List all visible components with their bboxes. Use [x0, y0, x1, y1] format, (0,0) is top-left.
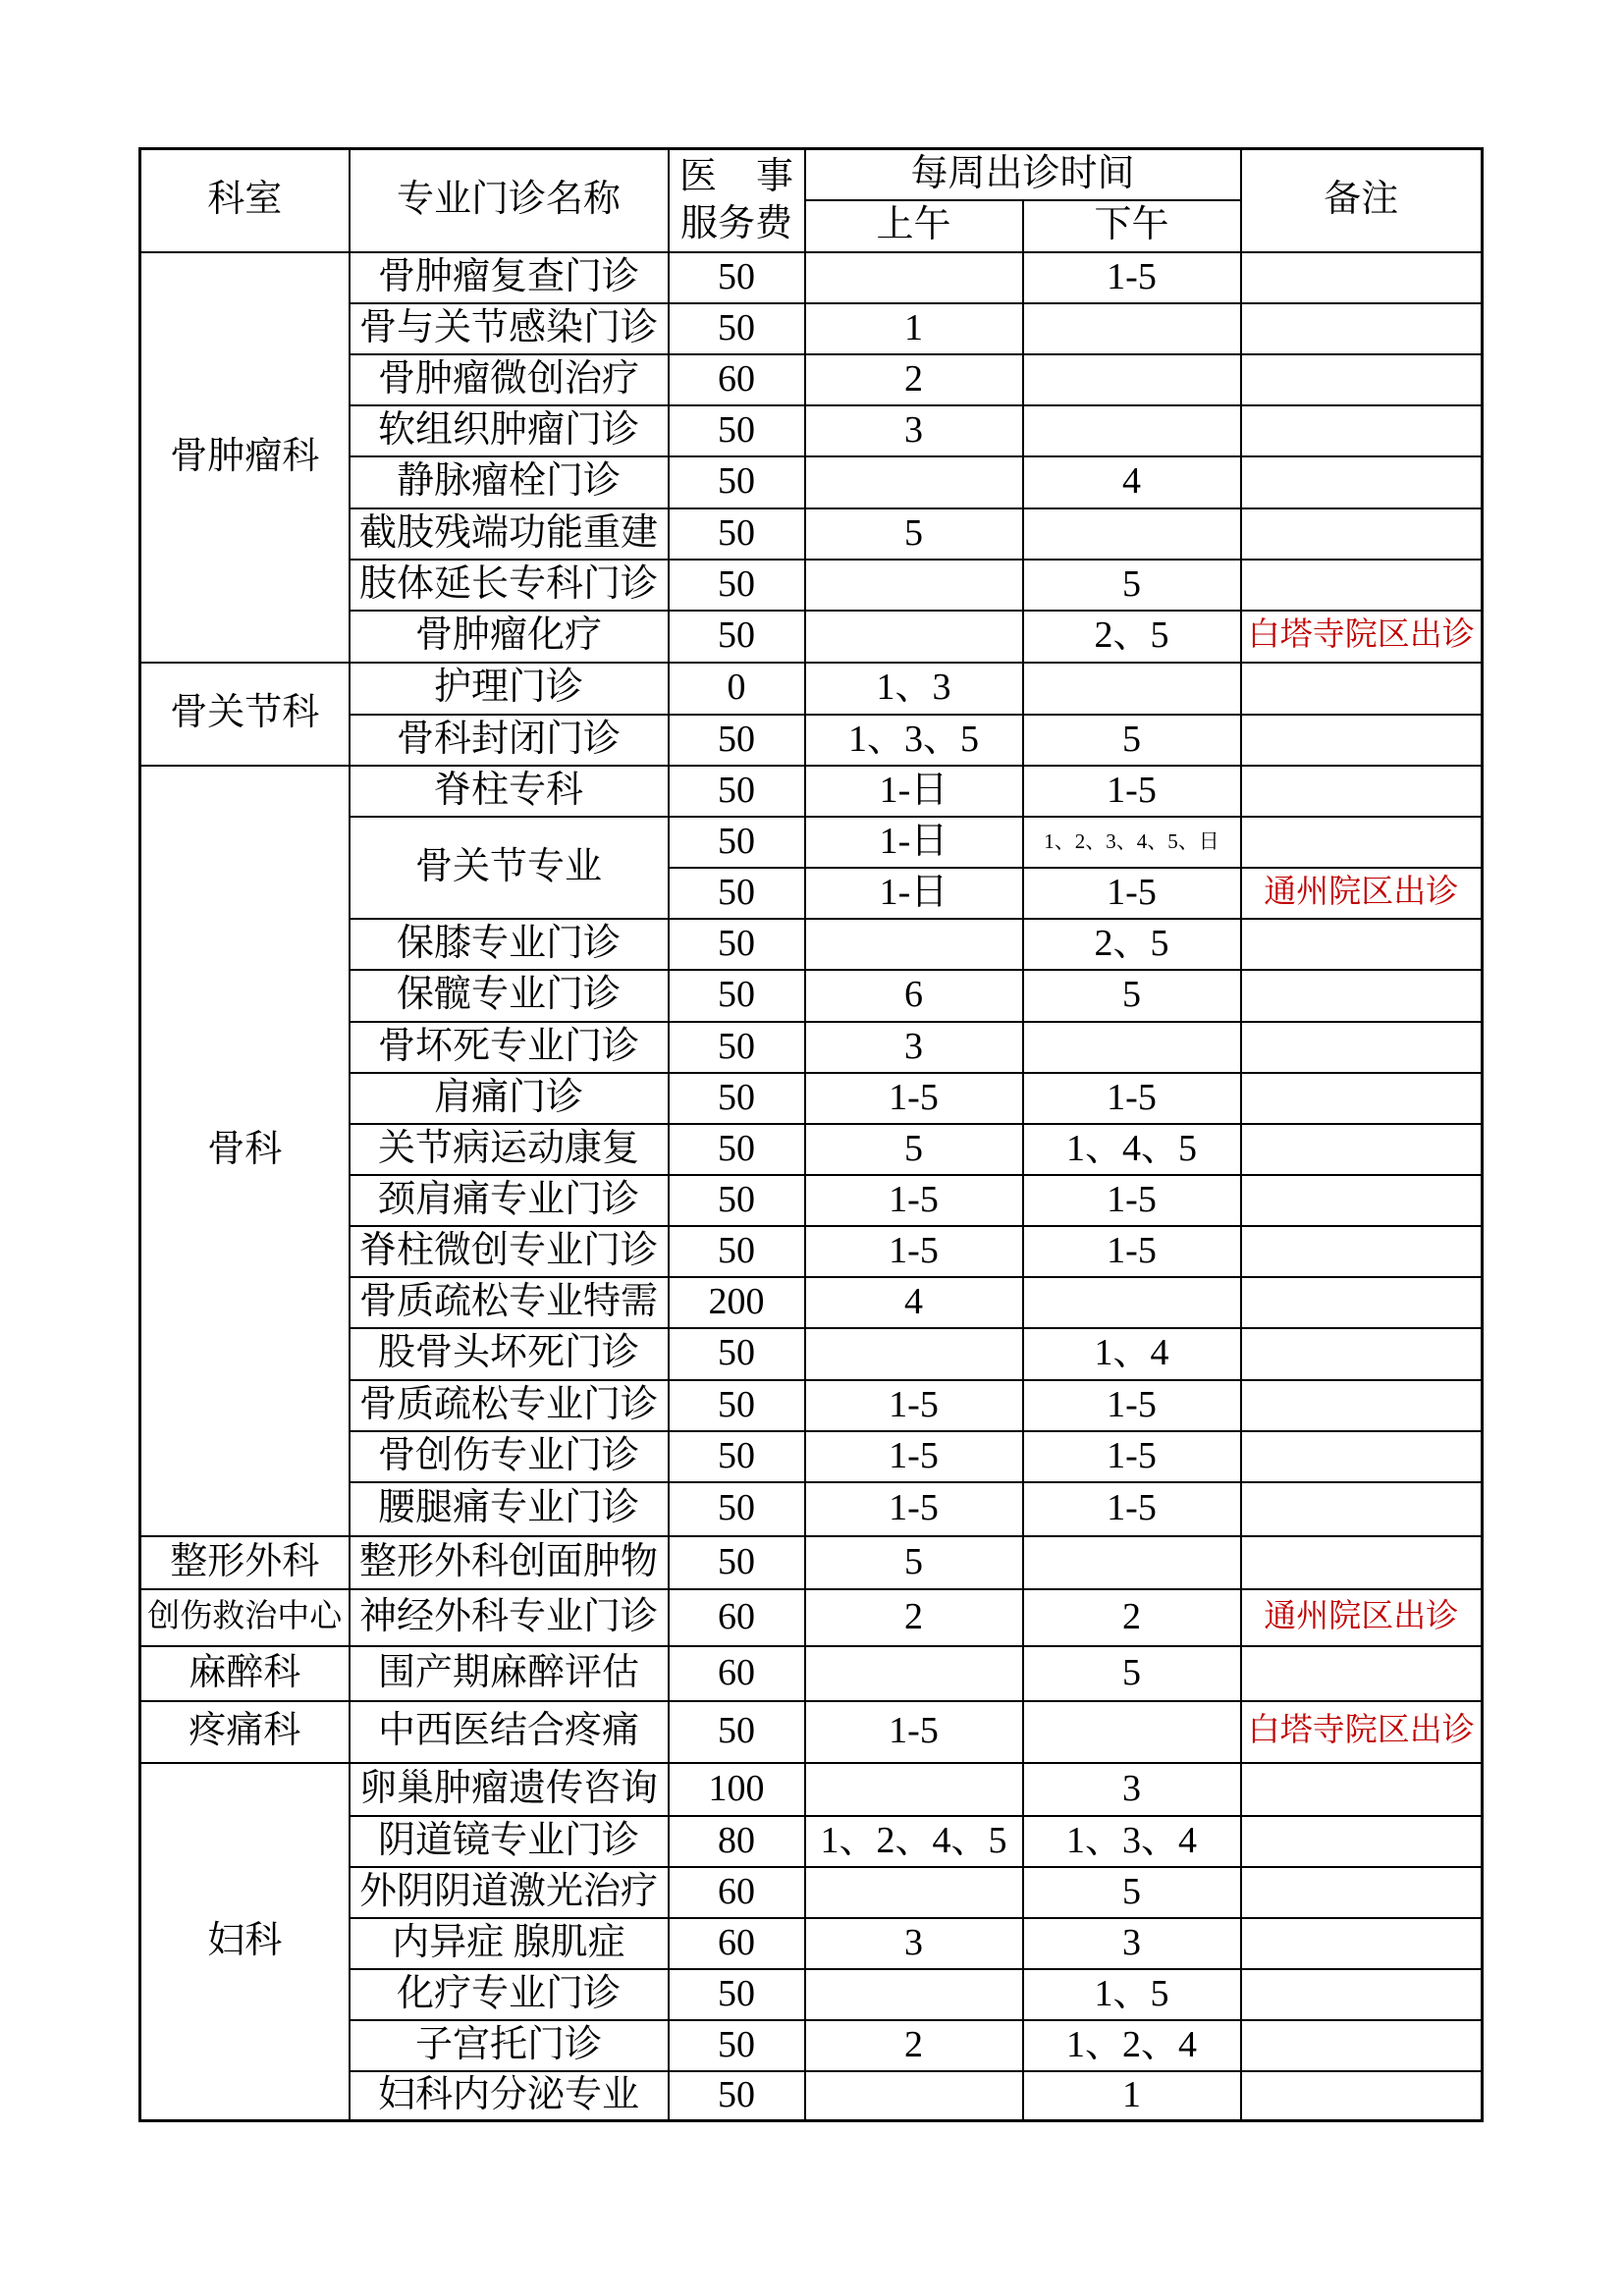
afternoon-schedule: 1、2、4: [1023, 2020, 1241, 2071]
clinic-name: 内异症 腺肌症: [350, 1918, 669, 1969]
remarks-cell: [1241, 1536, 1483, 1589]
afternoon-schedule: 1-5: [1023, 1482, 1241, 1536]
remarks-cell: [1241, 1763, 1483, 1816]
clinic-name: 骨肿瘤微创治疗: [350, 354, 669, 405]
fee-cell: 50: [669, 1701, 805, 1763]
remarks-cell: 通州院区出诊: [1241, 1589, 1483, 1646]
clinic-name: 骨关节专业: [350, 817, 669, 919]
afternoon-schedule: 1-5: [1023, 1226, 1241, 1277]
morning-schedule: 1、3、5: [805, 715, 1023, 766]
morning-schedule: 1、2、4、5: [805, 1816, 1023, 1867]
remarks-cell: [1241, 766, 1483, 817]
clinic-name: 神经外科专业门诊: [350, 1589, 669, 1646]
morning-header: 上午: [805, 200, 1023, 252]
fee-cell: 50: [669, 1431, 805, 1482]
morning-schedule: [805, 252, 1023, 303]
fee-cell: 50: [669, 1022, 805, 1073]
fee-cell: 50: [669, 1175, 805, 1226]
afternoon-schedule: [1023, 1701, 1241, 1763]
table-row: [140, 252, 1483, 303]
remarks-cell: [1241, 1969, 1483, 2020]
fee-cell: 50: [669, 303, 805, 354]
clinic-name: 中西医结合疼痛: [350, 1701, 669, 1763]
afternoon-schedule: 1-5: [1023, 868, 1241, 919]
remarks-cell: [1241, 970, 1483, 1022]
department-name: 整形外科: [140, 1536, 350, 1589]
fee-cell: 50: [669, 1380, 805, 1431]
morning-schedule: [805, 1867, 1023, 1918]
department-name: 麻醉科: [140, 1646, 350, 1701]
department-name: 骨科: [140, 766, 350, 1536]
afternoon-schedule: 1-5: [1023, 766, 1241, 817]
morning-schedule: 1-5: [805, 1073, 1023, 1124]
morning-schedule: 1-5: [805, 1701, 1023, 1763]
fee-cell: 200: [669, 1277, 805, 1328]
fee-cell: 50: [669, 611, 805, 663]
fee-cell: 50: [669, 2020, 805, 2071]
morning-schedule: [805, 1763, 1023, 1816]
afternoon-schedule: 1: [1023, 2071, 1241, 2121]
afternoon-schedule: 5: [1023, 1867, 1241, 1918]
remarks-header: 备注: [1241, 149, 1483, 252]
afternoon-schedule: 5: [1023, 560, 1241, 611]
fee-header-line1: [679, 153, 793, 200]
morning-schedule: [805, 919, 1023, 970]
morning-schedule: 5: [805, 1124, 1023, 1175]
morning-schedule: 1、3: [805, 663, 1023, 715]
morning-schedule: [805, 2071, 1023, 2121]
morning-schedule: 6: [805, 970, 1023, 1022]
morning-schedule: [805, 1969, 1023, 2020]
morning-schedule: 3: [805, 405, 1023, 456]
morning-schedule: 5: [805, 1536, 1023, 1589]
remarks-cell: [1241, 1226, 1483, 1277]
afternoon-schedule: [1023, 303, 1241, 354]
morning-schedule: [805, 560, 1023, 611]
remarks-cell: 白塔寺院区出诊: [1241, 611, 1483, 663]
clinic-name: 骨坏死专业门诊: [350, 1022, 669, 1073]
clinic-name: 化疗专业门诊: [350, 1969, 669, 2020]
table-row: [140, 1763, 1483, 1816]
afternoon-schedule: 1-5: [1023, 1431, 1241, 1482]
fee-cell: 50: [669, 456, 805, 508]
remarks-cell: [1241, 2020, 1483, 2071]
afternoon-schedule: 5: [1023, 970, 1241, 1022]
clinic-name: 颈肩痛专业门诊: [350, 1175, 669, 1226]
morning-schedule: 1-日: [805, 868, 1023, 919]
morning-schedule: 2: [805, 354, 1023, 405]
remarks-cell: [1241, 1124, 1483, 1175]
department-name: 妇科: [140, 1763, 350, 2121]
remarks-cell: [1241, 1918, 1483, 1969]
morning-schedule: [805, 1328, 1023, 1380]
fee-cell: 50: [669, 970, 805, 1022]
afternoon-schedule: [1023, 405, 1241, 456]
department-name: 疼痛科: [140, 1701, 350, 1763]
fee-cell: 60: [669, 1646, 805, 1701]
fee-cell: 50: [669, 560, 805, 611]
afternoon-schedule: 1-5: [1023, 1380, 1241, 1431]
department-header: 科室: [140, 149, 350, 252]
fee-cell: 50: [669, 1073, 805, 1124]
fee-header-line2: 服务费: [679, 203, 792, 245]
fee-cell: 50: [669, 868, 805, 919]
remarks-cell: [1241, 1328, 1483, 1380]
afternoon-schedule: [1023, 354, 1241, 405]
fee-cell: 50: [669, 715, 805, 766]
clinic-schedule-table: [138, 147, 1484, 2122]
table-row: [140, 663, 1483, 715]
remarks-cell: [1241, 1482, 1483, 1536]
fee-cell: 50: [669, 817, 805, 868]
remarks-cell: [1241, 303, 1483, 354]
remarks-cell: [1241, 1022, 1483, 1073]
remarks-cell: [1241, 1175, 1483, 1226]
clinic-name-header: 专业门诊名称: [350, 149, 669, 252]
clinic-name: 整形外科创面肿物: [350, 1536, 669, 1589]
clinic-name: 骨科封闭门诊: [350, 715, 669, 766]
remarks-cell: [1241, 1646, 1483, 1701]
morning-schedule: 2: [805, 1589, 1023, 1646]
clinic-name: 骨创伤专业门诊: [350, 1431, 669, 1482]
remarks-cell: 白塔寺院区出诊: [1241, 1701, 1483, 1763]
afternoon-schedule: [1023, 663, 1241, 715]
morning-schedule: [805, 1646, 1023, 1701]
afternoon-schedule: 1、4: [1023, 1328, 1241, 1380]
fee-cell: 50: [669, 1536, 805, 1589]
morning-schedule: 1-5: [805, 1482, 1023, 1536]
remarks-cell: [1241, 1867, 1483, 1918]
table-header: [140, 149, 1483, 252]
clinic-name: 保膝专业门诊: [350, 919, 669, 970]
clinic-name: 关节病运动康复: [350, 1124, 669, 1175]
morning-schedule: 1-5: [805, 1380, 1023, 1431]
afternoon-schedule: 1、4、5: [1023, 1124, 1241, 1175]
fee-cell: 50: [669, 1482, 805, 1536]
afternoon-schedule: [1023, 1022, 1241, 1073]
remarks-cell: [1241, 715, 1483, 766]
morning-schedule: 1-5: [805, 1175, 1023, 1226]
weekly-schedule-header: 每周出诊时间: [805, 149, 1241, 200]
afternoon-schedule: 1、2、3、4、5、日: [1023, 817, 1241, 868]
remarks-cell: [1241, 1431, 1483, 1482]
fee-cell: 60: [669, 1918, 805, 1969]
fee-cell: 60: [669, 1589, 805, 1646]
department-name: 骨肿瘤科: [140, 252, 350, 663]
remarks-cell: [1241, 2071, 1483, 2121]
morning-schedule: [805, 456, 1023, 508]
morning-schedule: 1-日: [805, 766, 1023, 817]
clinic-name: 妇科内分泌专业: [350, 2071, 669, 2121]
table-row: [140, 766, 1483, 817]
table-body: [140, 252, 1483, 2121]
clinic-name: 静脉瘤栓门诊: [350, 456, 669, 508]
fee-cell: 50: [669, 1328, 805, 1380]
fee-cell: 0: [669, 663, 805, 715]
afternoon-schedule: 5: [1023, 715, 1241, 766]
morning-schedule: 1: [805, 303, 1023, 354]
fee-cell: 50: [669, 919, 805, 970]
clinic-name: 肩痛门诊: [350, 1073, 669, 1124]
afternoon-header: 下午: [1023, 200, 1241, 252]
afternoon-schedule: [1023, 1277, 1241, 1328]
department-name: 创伤救治中心: [140, 1589, 350, 1646]
remarks-cell: [1241, 1277, 1483, 1328]
remarks-cell: [1241, 508, 1483, 560]
remarks-cell: [1241, 1816, 1483, 1867]
afternoon-schedule: [1023, 1536, 1241, 1589]
afternoon-schedule: 5: [1023, 1646, 1241, 1701]
fee-cell: 50: [669, 2071, 805, 2121]
remarks-cell: [1241, 405, 1483, 456]
fee-cell: 100: [669, 1763, 805, 1816]
remarks-cell: [1241, 560, 1483, 611]
clinic-name: 骨肿瘤复查门诊: [350, 252, 669, 303]
clinic-name: 截肢残端功能重建: [350, 508, 669, 560]
morning-schedule: 1-5: [805, 1431, 1023, 1482]
fee-cell: 50: [669, 508, 805, 560]
afternoon-schedule: 1-5: [1023, 1073, 1241, 1124]
department-name: 骨关节科: [140, 663, 350, 766]
fee-header: [669, 149, 805, 252]
morning-schedule: 4: [805, 1277, 1023, 1328]
afternoon-schedule: 3: [1023, 1763, 1241, 1816]
clinic-name: 股骨头坏死门诊: [350, 1328, 669, 1380]
clinic-name: 骨质疏松专业门诊: [350, 1380, 669, 1431]
clinic-name: 腰腿痛专业门诊: [350, 1482, 669, 1536]
afternoon-schedule: 1、3、4: [1023, 1816, 1241, 1867]
afternoon-schedule: 2: [1023, 1589, 1241, 1646]
clinic-name: 脊柱专科: [350, 766, 669, 817]
clinic-name: 脊柱微创专业门诊: [350, 1226, 669, 1277]
clinic-name: 软组织肿瘤门诊: [350, 405, 669, 456]
clinic-name: 骨与关节感染门诊: [350, 303, 669, 354]
remarks-cell: [1241, 456, 1483, 508]
fee-cell: 80: [669, 1816, 805, 1867]
remarks-cell: [1241, 663, 1483, 715]
clinic-name: 肢体延长专科门诊: [350, 560, 669, 611]
fee-cell: 50: [669, 1226, 805, 1277]
remarks-cell: [1241, 1380, 1483, 1431]
fee-header-char-right: 事: [755, 156, 793, 198]
fee-header-char-left: 医: [679, 156, 718, 198]
remarks-cell: [1241, 1073, 1483, 1124]
afternoon-schedule: 1、5: [1023, 1969, 1241, 2020]
remarks-cell: [1241, 817, 1483, 868]
afternoon-schedule: 2、5: [1023, 919, 1241, 970]
table-row: [140, 1589, 1483, 1646]
afternoon-schedule: [1023, 508, 1241, 560]
clinic-name: 卵巢肿瘤遗传咨询: [350, 1763, 669, 1816]
afternoon-schedule: 2、5: [1023, 611, 1241, 663]
morning-schedule: 1-日: [805, 817, 1023, 868]
clinic-name: 外阴阴道激光治疗: [350, 1867, 669, 1918]
remarks-cell: [1241, 919, 1483, 970]
clinic-name: 护理门诊: [350, 663, 669, 715]
fee-cell: 50: [669, 405, 805, 456]
fee-cell: 50: [669, 1124, 805, 1175]
remarks-cell: [1241, 354, 1483, 405]
clinic-name: 骨肿瘤化疗: [350, 611, 669, 663]
clinic-name: 围产期麻醉评估: [350, 1646, 669, 1701]
morning-schedule: 1-5: [805, 1226, 1023, 1277]
morning-schedule: 3: [805, 1918, 1023, 1969]
clinic-name: 子宫托门诊: [350, 2020, 669, 2071]
clinic-name: 保髋专业门诊: [350, 970, 669, 1022]
fee-cell: 60: [669, 1867, 805, 1918]
table-row: [140, 1701, 1483, 1763]
table-row: [140, 1536, 1483, 1589]
afternoon-schedule: 1-5: [1023, 252, 1241, 303]
fee-cell: 60: [669, 354, 805, 405]
clinic-name: 阴道镜专业门诊: [350, 1816, 669, 1867]
afternoon-schedule: 1-5: [1023, 1175, 1241, 1226]
schedule-sheet: [138, 147, 1481, 2122]
morning-schedule: 5: [805, 508, 1023, 560]
remarks-cell: 通州院区出诊: [1241, 868, 1483, 919]
fee-cell: 50: [669, 766, 805, 817]
afternoon-schedule: 3: [1023, 1918, 1241, 1969]
morning-schedule: 2: [805, 2020, 1023, 2071]
table-row: [140, 1646, 1483, 1701]
morning-schedule: [805, 611, 1023, 663]
header-row-top: [140, 149, 1483, 200]
fee-cell: 50: [669, 1969, 805, 2020]
morning-schedule: 3: [805, 1022, 1023, 1073]
remarks-cell: [1241, 252, 1483, 303]
afternoon-schedule: 4: [1023, 456, 1241, 508]
clinic-name: 骨质疏松专业特需: [350, 1277, 669, 1328]
fee-cell: 50: [669, 252, 805, 303]
